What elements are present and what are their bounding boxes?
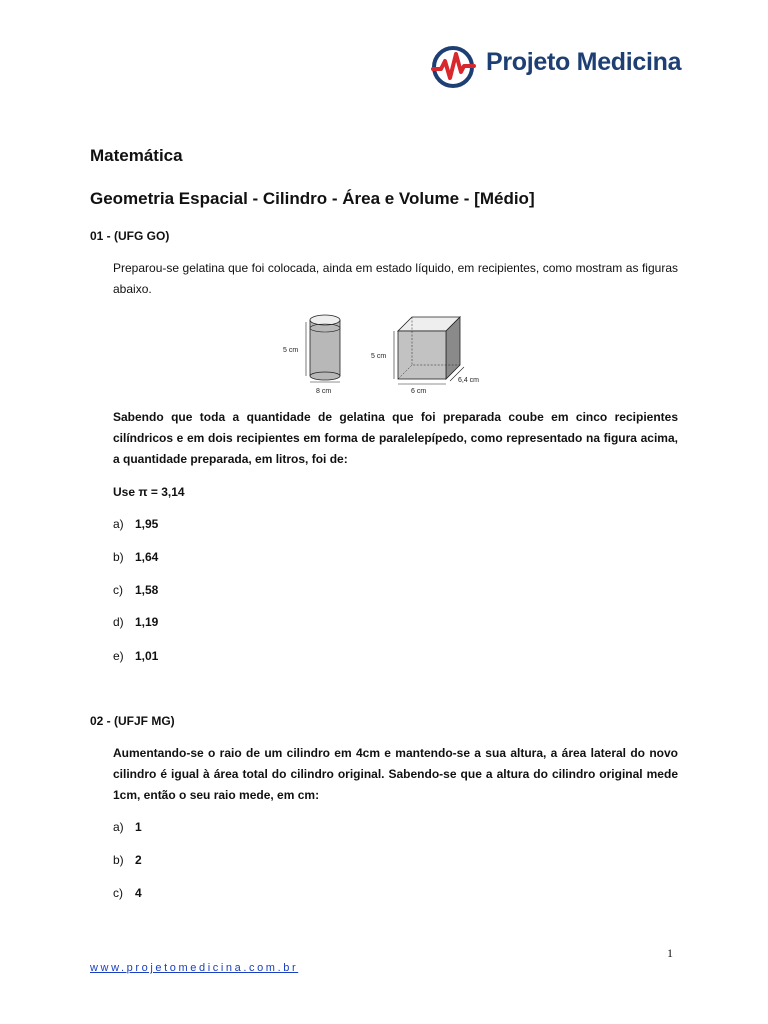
option-value: 1,58 bbox=[135, 583, 159, 597]
q1-option-a[interactable] bbox=[113, 517, 158, 531]
pi-note bbox=[113, 485, 185, 499]
containers-figure bbox=[280, 306, 500, 398]
cylinder-diameter-label: 8 cm bbox=[316, 388, 332, 395]
question-1-text: Sabendo que toda a quantidade de gelatina que foi preparada coube em cinco recipientes cilíndricos e em dois recipientes em forma de paralelepípedo, como representado na figura acima, a quantidade preparada, em litros, foi de: bbox=[113, 410, 678, 466]
q2-option-c[interactable] bbox=[113, 886, 142, 900]
option-letter: c) bbox=[113, 583, 123, 597]
q2-option-a[interactable] bbox=[113, 820, 142, 834]
box-height-label: 5 cm bbox=[371, 353, 387, 360]
box-width-label: 6 cm bbox=[411, 388, 427, 395]
pi-note-text: Use π = 3,14 bbox=[113, 485, 185, 499]
option-value: 1,19 bbox=[135, 615, 159, 629]
topic-title: Geometria Espacial - Cilindro - Área e Volume - [Médio] bbox=[90, 189, 535, 208]
question-1-statement: Preparou-se gelatina que foi colocada, ainda em estado líquido, em recipientes, como mostram as figuras abaixo. bbox=[113, 261, 678, 296]
cylinder-height-label: 5 cm bbox=[283, 347, 299, 354]
q1-option-d[interactable] bbox=[113, 615, 158, 629]
q1-option-c[interactable] bbox=[113, 583, 158, 597]
option-letter: b) bbox=[113, 550, 124, 564]
box-depth-label: 6,4 cm bbox=[458, 377, 480, 384]
option-letter: e) bbox=[113, 649, 124, 663]
box-figure bbox=[371, 317, 479, 395]
option-letter: a) bbox=[113, 517, 124, 531]
question-2-text: Aumentando-se o raio de um cilindro em 4cm e mantendo-se a sua altura, a área lateral do novo cilindro é igual à área total do cilindro original. Sabendo-se que a altura do cilindro original mede 1cm, então o seu raio mede, em cm: bbox=[113, 746, 678, 802]
option-value: 1,01 bbox=[135, 649, 159, 663]
medicina-logo-icon bbox=[430, 42, 478, 90]
option-letter: a) bbox=[113, 820, 124, 834]
option-value: 1,64 bbox=[135, 550, 159, 564]
option-letter: c) bbox=[113, 886, 123, 900]
q1-option-e[interactable] bbox=[113, 649, 158, 663]
q2-option-b[interactable] bbox=[113, 853, 142, 867]
page-number: 1 bbox=[667, 946, 673, 960]
cylinder-figure bbox=[283, 315, 340, 395]
option-value: 4 bbox=[135, 886, 142, 900]
option-letter: b) bbox=[113, 853, 124, 867]
footer-website-link[interactable]: www.projetomedicina.com.br bbox=[90, 962, 299, 974]
q1-option-b[interactable] bbox=[113, 550, 158, 564]
brand-logo bbox=[430, 38, 690, 90]
option-letter: d) bbox=[113, 615, 124, 629]
option-value: 1,95 bbox=[135, 517, 159, 531]
question-2-label: 02 - (UFJF MG) bbox=[90, 714, 175, 728]
option-value: 2 bbox=[135, 853, 142, 867]
option-value: 1 bbox=[135, 820, 142, 834]
subject-title: Matemática bbox=[90, 146, 183, 165]
question-1-label: 01 - (UFG GO) bbox=[90, 229, 170, 243]
brand-name: Projeto Medicina bbox=[486, 48, 682, 76]
